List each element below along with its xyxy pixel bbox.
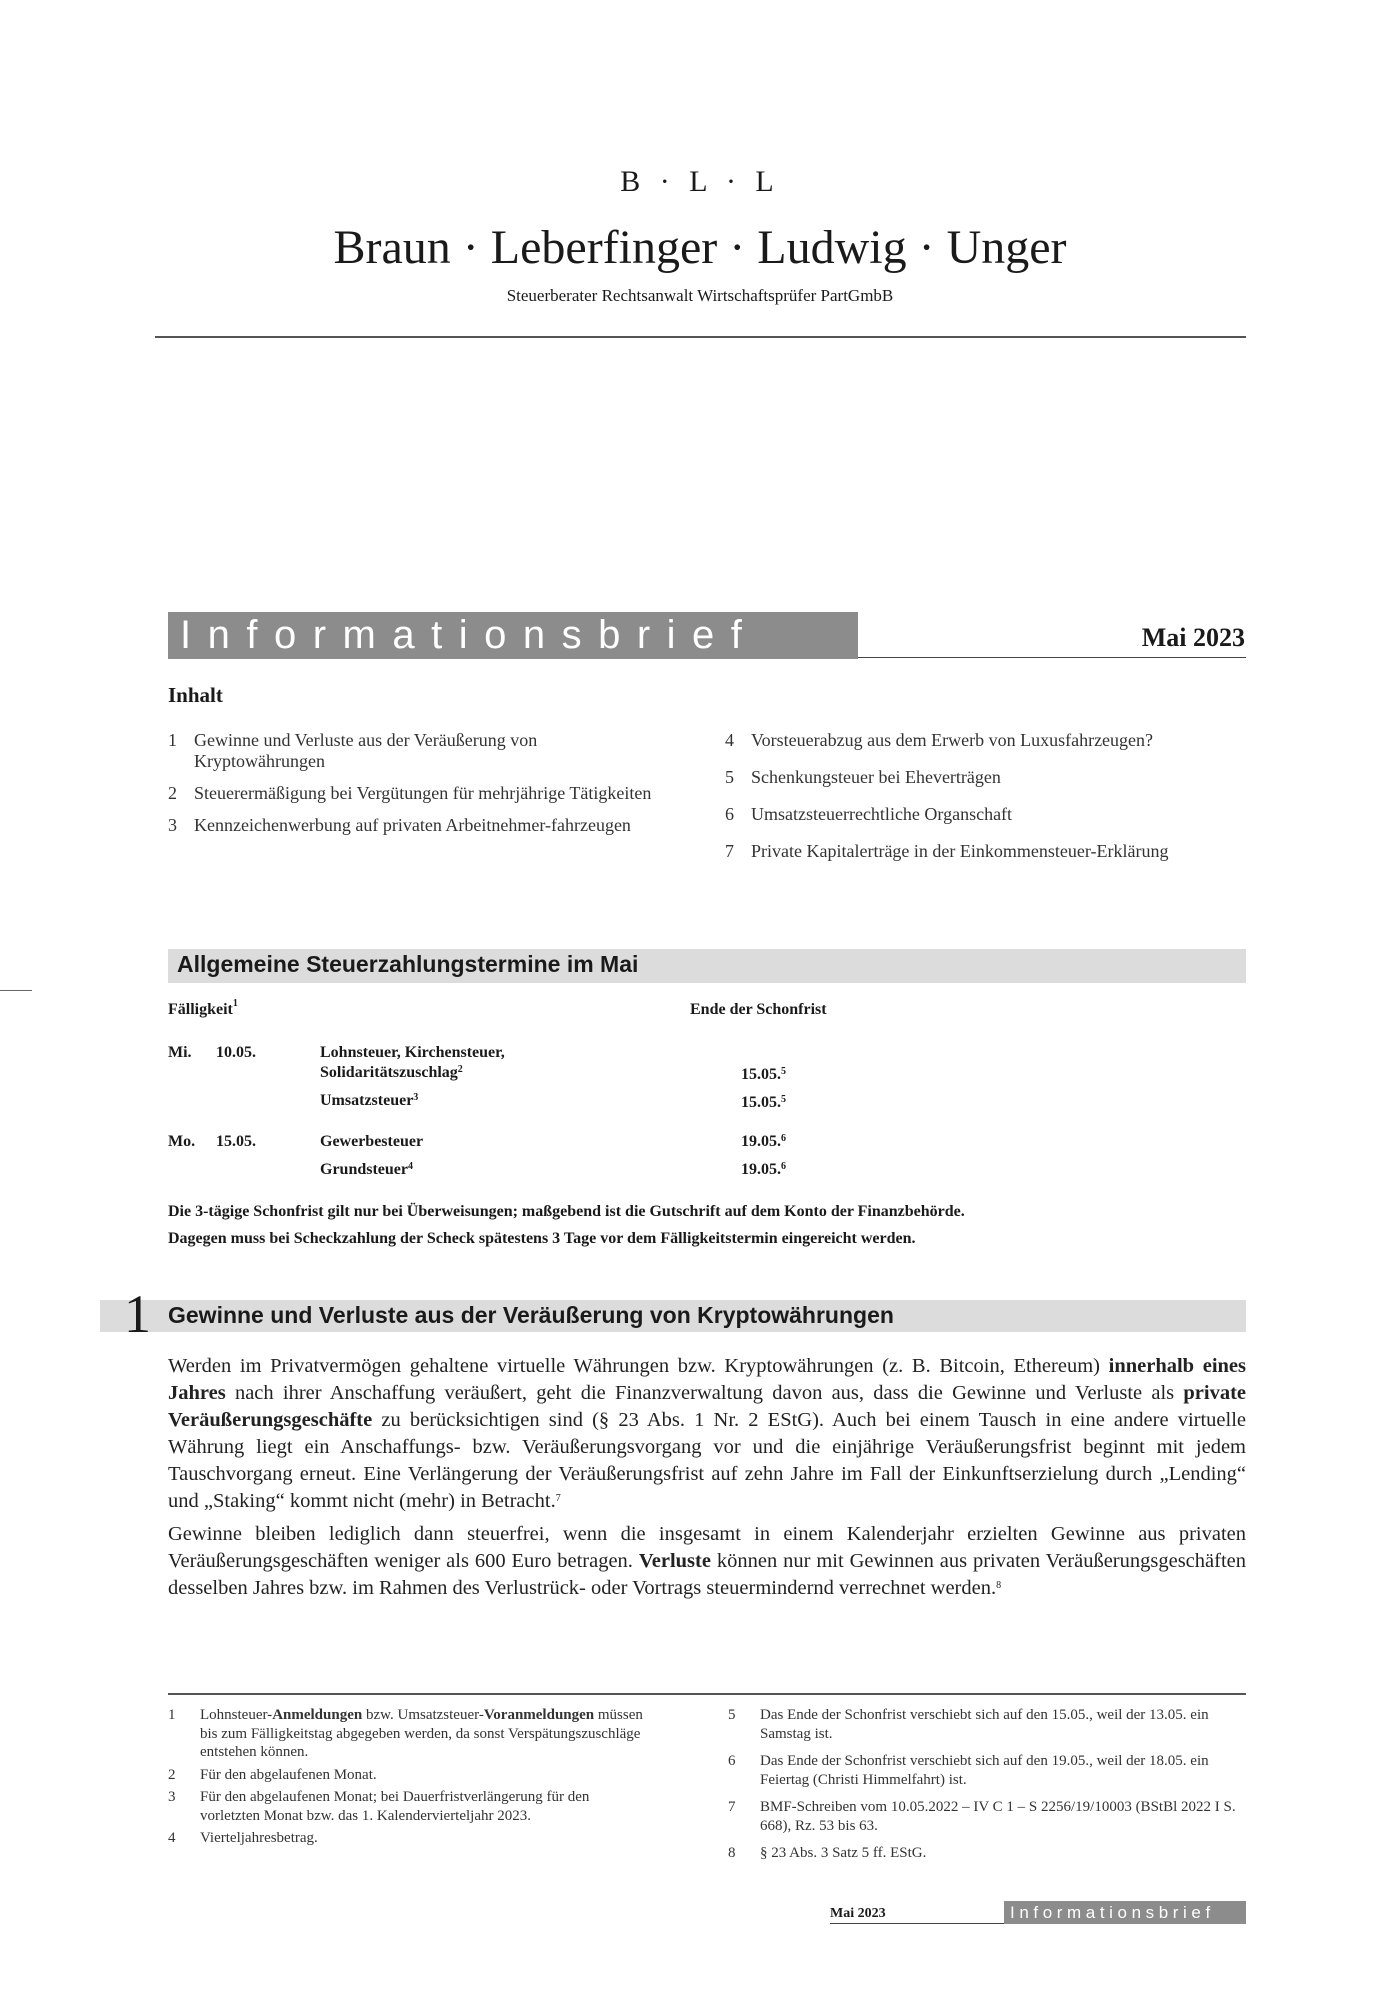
banner-rule [858,657,1246,658]
tax-type: Lohnsteuer, Kirchensteuer, [320,1044,505,1061]
tax-type-label: Umsatzsteuer [320,1092,414,1109]
header-rule [155,336,1246,338]
grace-end-value: 19.05. [741,1133,781,1150]
paragraph [168,1353,1246,1515]
footnote [728,1752,1246,1789]
emphasis: Anmeldungen [272,1707,363,1723]
footnote [168,1766,648,1785]
footnote-text: Das Ende der Schonfrist verschiebt sich auf den 15.05., weil der 13.05. ein Samstag ist. [760,1707,1209,1742]
due-date: 15.05. [216,1133,256,1150]
footnotes-left [168,1706,648,1852]
footnote [728,1706,1246,1743]
footnote-number: 4 [168,1830,176,1846]
toc-item[interactable] [725,804,1250,825]
due-date: 10.05. [216,1044,256,1061]
tax-type-label: Grundsteuer [320,1161,408,1178]
toc-right-column [725,730,1250,873]
footnote-ref: 8 [996,1580,1002,1591]
section-title: Gewinne und Verluste aus der Veräußerung von Kryptowährungen [168,1302,894,1328]
section-title-tax-dates: Allgemeine Steuerzahlungstermine im Mai [177,951,639,977]
firm-name: Braun · Leberfinger · Ludwig · Unger [333,221,1067,274]
text-run: bzw. Umsatzsteuer- [362,1707,484,1723]
footnote [168,1829,648,1848]
section-body [168,1353,1246,1608]
footnote-ref: 4 [408,1161,413,1172]
tax-type [320,1091,418,1111]
toc-item-number: 1 [168,730,177,750]
footnote-number: 3 [168,1789,176,1805]
toc-item-text: Private Kapitalerträge in der Einkommensteuer-Erklärung [751,841,1169,861]
footnote-ref: 5 [781,1094,786,1105]
footnote-text: § 23 Abs. 3 Satz 5 ff. EStG. [760,1845,927,1861]
toc-item-number: 2 [168,783,177,803]
tax-note: Dagegen muss bei Scheckzahlung der Scheck spätestens 3 Tage vor dem Fälligkeitstermin eingereicht werden. [168,1230,916,1247]
footnotes-right [728,1706,1246,1867]
tax-type: Gewerbesteuer [320,1133,424,1150]
tax-type [320,1160,413,1180]
footnote-text: Das Ende der Schonfrist verschiebt sich auf den 19.05., weil der 18.05. ein Feiertag (Christi Himmelfahrt) ist. [760,1753,1209,1788]
footnote-ref: 3 [413,1092,419,1103]
grace-end-value: 15.05. [741,1066,781,1083]
toc-item-number: 6 [725,804,734,824]
emphasis: innerhalb eines Jahres [168,1355,1247,1404]
emphasis: Voranmeldungen [483,1707,595,1723]
footer-rule [830,1923,1004,1924]
footnote-number: 2 [168,1766,176,1783]
grace-end-value: 15.05. [741,1094,781,1111]
footnote-number: 7 [728,1799,736,1815]
section-number: 1 [124,1284,151,1344]
toc-item[interactable] [725,767,1250,788]
footnote [728,1798,1246,1835]
footnote-ref: 7 [555,1493,561,1504]
footer-date: Mai 2023 [830,1906,886,1921]
toc-item[interactable] [168,730,658,772]
footnote [168,1706,648,1762]
column-header-grace-end: Ende der Schonfrist [690,1001,827,1018]
toc-item-text: Gewinne und Verluste aus der Veräußerung von Kryptowährungen [194,730,538,771]
footnote-text [200,1706,648,1762]
toc-item[interactable] [168,783,658,804]
grace-end-date [741,1132,786,1152]
text-run: Gewinne bleiben lediglich dann steuerfrei, wenn die insgesamt in einem Kalenderjahr erzielten Gewinne aus privaten Veräußerungsgeschäften weniger als 600 Euro betragen. [168,1523,1246,1572]
toc-item-text: Steuerermäßigung bei Vergütungen für mehrjährige Tätigkeiten [194,783,652,803]
grace-end-date [741,1065,786,1085]
tax-note: Die 3-tägige Schonfrist gilt nur bei Überweisungen; maßgebend ist die Gutschrift auf dem Konto der Finanzbehörde. [168,1203,965,1220]
footnote-ref: 6 [781,1133,786,1144]
toc-item-number: 3 [168,815,177,835]
grace-end-date [741,1093,786,1113]
footnote-number: 8 [728,1845,736,1861]
footnote-number: 6 [728,1753,736,1769]
toc-item[interactable] [725,841,1250,862]
footer-banner: Informationsbrief [1004,1901,1246,1924]
toc-item-text: Umsatzsteuerrechtliche Organschaft [751,804,1013,824]
tax-type-label: Solidaritätszuschlag [320,1064,458,1081]
footnote-text: BMF-Schreiben vom 10.05.2022 – IV C 1 – S 2256/19/10003 (BStBl 2022 I S. 668), Rz. 53 bis 63. [760,1799,1236,1834]
toc-item-number: 4 [725,730,734,750]
footnote-ref: 6 [781,1161,786,1172]
toc-item[interactable] [725,730,1250,751]
footnote-ref: 1 [232,998,238,1009]
footnote-text: Für den abgelaufenen Monat. [200,1766,377,1783]
column-header-due [168,998,238,1019]
footnote-ref: 2 [457,1064,463,1075]
due-weekday: Mo. [168,1133,196,1150]
footnote-number: 1 [168,1707,176,1723]
toc-title: Inhalt [168,683,223,707]
text-run: nach ihrer Anschaffung veräußert, geht die Finanzverwaltung davon aus, dass die Gewinne und Verluste als [225,1382,1184,1404]
grace-end-date [741,1160,786,1180]
text-run: Lohnsteuer- [200,1707,273,1723]
firm-subtitle: Steuerberater Rechtsanwalt Wirtschaftsprüfer PartGmbB [506,286,894,305]
footnote [728,1844,1246,1863]
toc-item[interactable] [168,815,658,836]
toc-item-text: Vorsteuerabzug aus dem Erwerb von Luxusfahrzeugen? [751,730,1154,750]
footnote-ref: 5 [781,1066,786,1077]
text-run: müssen bis zum Fälligkeitstag abgegeben werden, da sonst Verspätungszuschläge entstehen können. [200,1707,643,1760]
column-header-due-label: Fälligkeit [168,1001,233,1018]
toc-item-number: 7 [725,841,734,861]
issue-date: Mai 2023 [1141,623,1245,652]
footnote-number: 5 [728,1707,736,1723]
firm-abbreviation: B · L · L [620,165,780,198]
text-run: Werden im Privatvermögen gehaltene virtuelle Währungen bzw. Kryptowährungen (z. B. Bitcoin, Ethereum) [168,1355,1109,1377]
emphasis: private Veräußerungsgeschäfte [168,1382,1246,1431]
fold-mark [0,990,32,991]
tax-type [320,1063,463,1083]
footnote-rule [168,1693,1246,1695]
footnote [168,1788,648,1825]
toc-item-text: Schenkungsteuer bei Eheverträgen [751,767,1001,787]
text-run: können nur mit Gewinnen aus privaten Veräußerungsgeschäften desselben Jahres bzw. im Rahmen des Verlustrück- oder Vortrags steuermindernd verrechnet werden. [168,1550,1246,1599]
footnote-text: Für den abgelaufenen Monat; bei Dauerfristverlängerung für den vorletzten Monat bzw. das 1. Kalendervierteljahr 2023. [200,1789,590,1824]
toc-left-column [168,730,658,847]
paragraph [168,1521,1246,1602]
grace-end-value: 19.05. [741,1161,781,1178]
due-weekday: Mi. [168,1044,192,1061]
emphasis: Verluste [638,1550,711,1572]
text-run: zu berücksichtigen sind (§ 23 Abs. 1 Nr. 2 EStG). Auch bei einem Tausch in eine andere virtuelle Währung liegt ein Anschaffungs- bzw. Veräußerungsvorgang vor und die einjährige Veräußerungsfrist beginnt mit jedem Tauschvorgang erneut. Eine Verlängerung der Veräußerungsfrist auf zehn Jahre im Fall der Einkunftserzielung durch „Lending“ und „Staking“ kommt nicht (mehr) in Betracht. [168,1409,1246,1512]
newsletter-banner: Informationsbrief [168,612,858,659]
toc-item-number: 5 [725,767,734,787]
toc-item-text: Kennzeichenwerbung auf privaten Arbeitnehmer-fahrzeugen [194,815,631,835]
footnote-text: Vierteljahresbetrag. [200,1830,318,1846]
